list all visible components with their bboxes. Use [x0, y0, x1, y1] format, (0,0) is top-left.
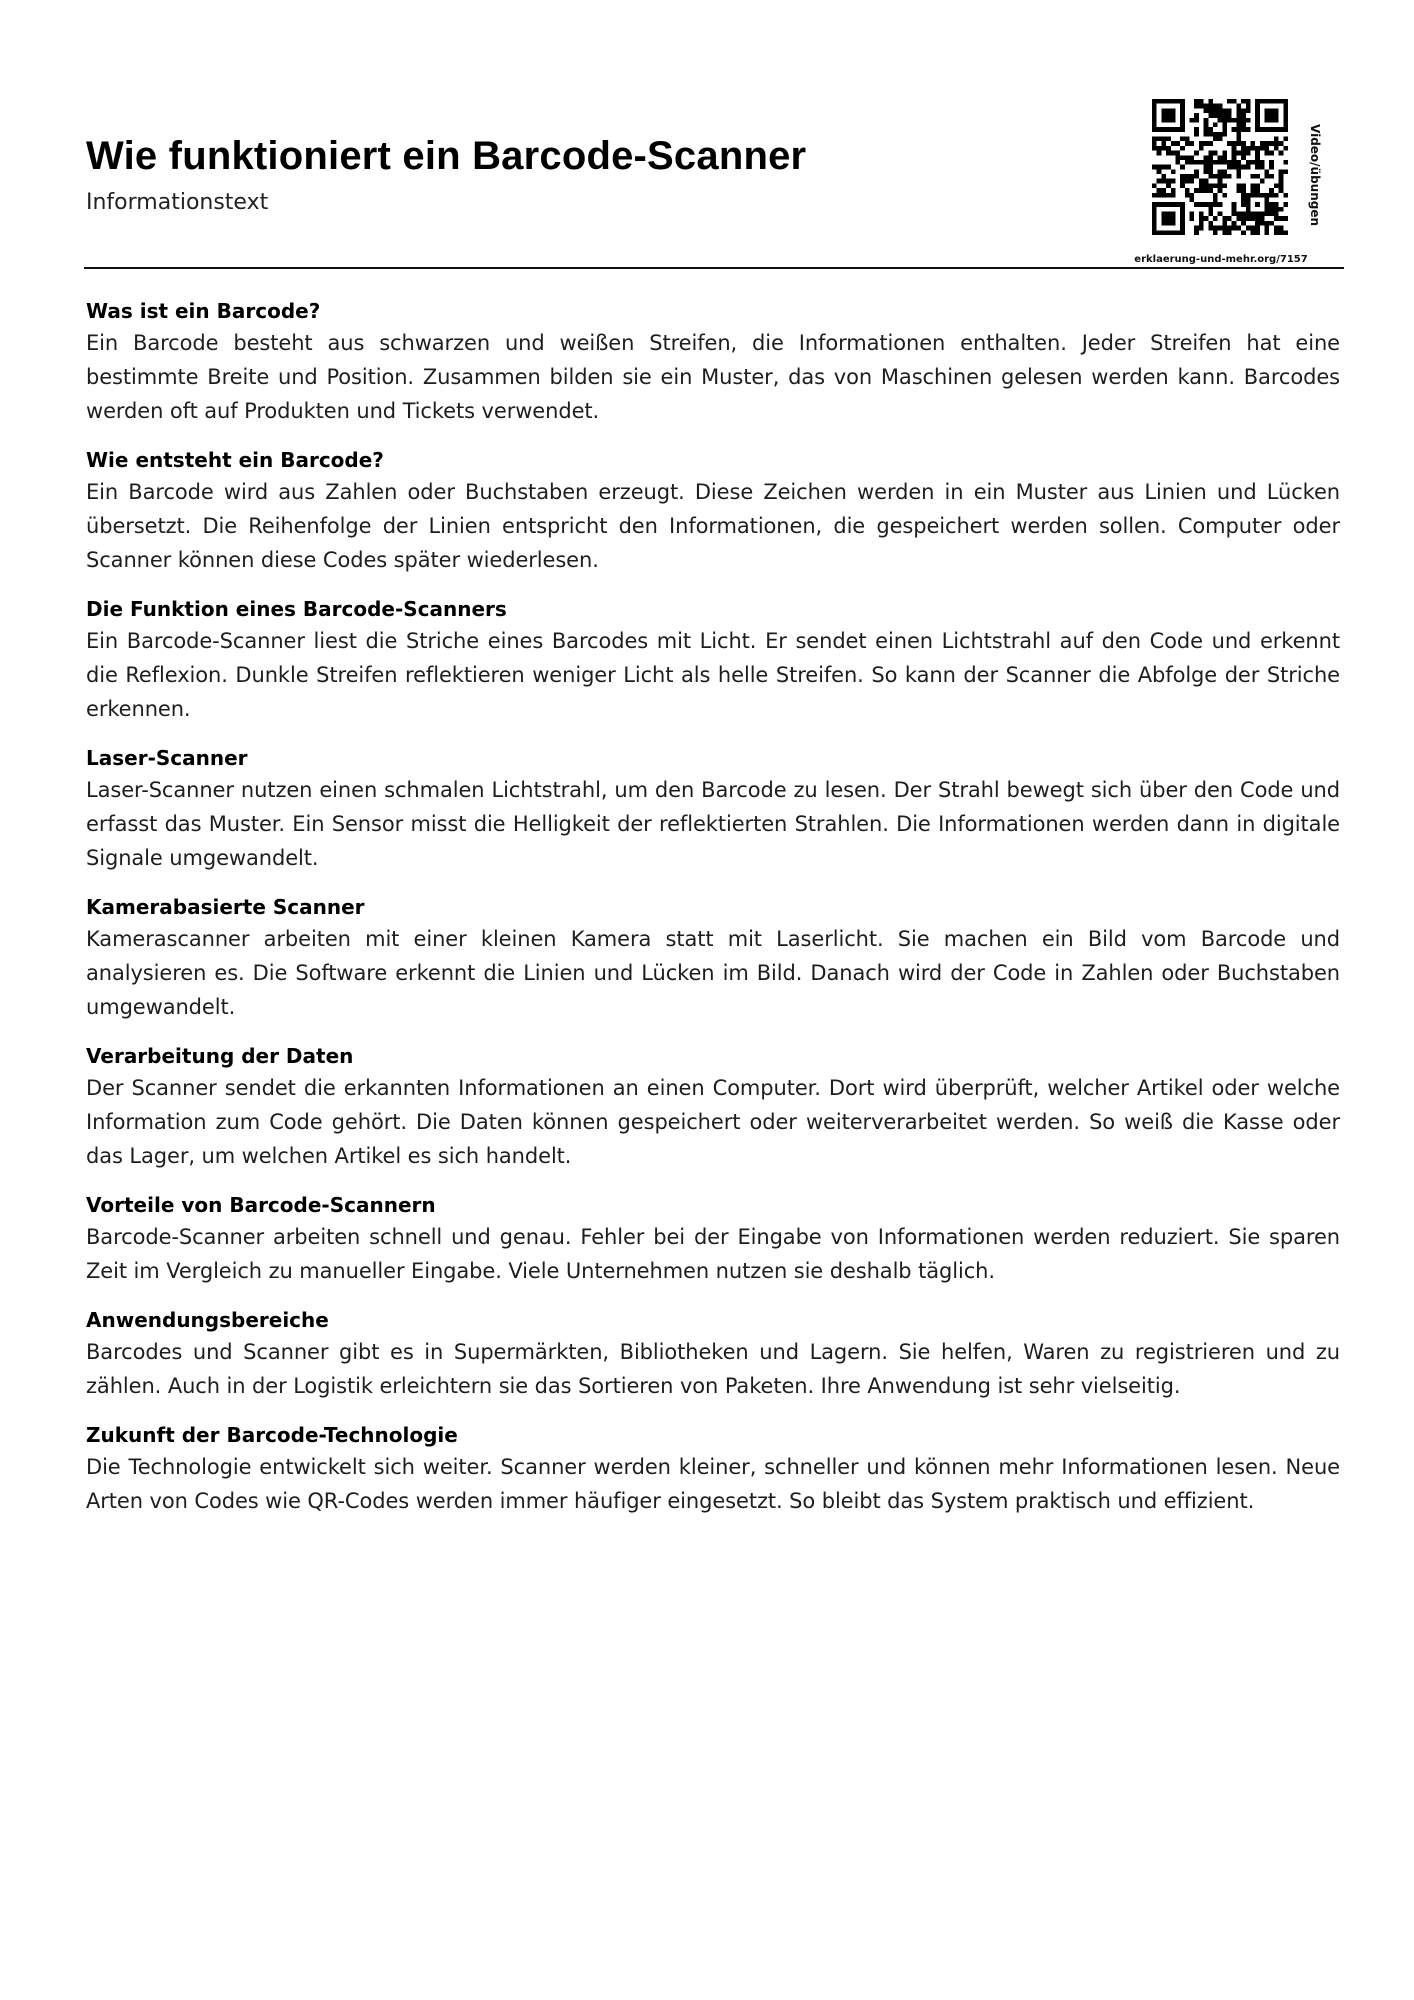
section-text: Ein Barcode besteht aus schwarzen und weißen Streifen, die Informationen enthalten. Jeder Streifen hat eine bestimmte Breite und Position. Zusammen bilden sie ein Muster, das von Maschinen gelesen werden kann. Barcodes werden oft auf Produkten und Tickets verwendet.	[86, 331, 1340, 423]
section-heading: Anwendungsbereiche	[86, 1308, 329, 1332]
section-wie-entsteht-ein-barcode	[86, 445, 1340, 577]
section-heading: Kamerabasierte Scanner	[86, 895, 365, 919]
article-body	[86, 296, 1340, 1535]
section-heading: Wie entsteht ein Barcode?	[86, 448, 384, 472]
source-url[interactable]: erklaerung-und-mehr.org/7157	[1134, 254, 1308, 265]
section-text: Barcodes und Scanner gibt es in Supermärkten, Bibliotheken und Lagern. Sie helfen, Waren zu registrieren und zu zählen. Auch in der Logistik erleichtern sie das Sortieren von Paketen. Ihre Anwendung ist sehr vielseitig.	[86, 1340, 1340, 1398]
section-funktion-scanner	[86, 594, 1340, 726]
qr-code-icon[interactable]	[1152, 98, 1288, 236]
section-text: Kamerascanner arbeiten mit einer kleinen Kamera statt mit Laserlicht. Sie machen ein Bild vom Barcode und analysieren es. Die Software erkennt die Linien und Lücken im Bild. Danach wird der Code in Zahlen oder Buchstaben umgewandelt.	[86, 927, 1340, 1019]
section-verarbeitung-daten	[86, 1041, 1340, 1173]
section-kamerabasierte-scanner	[86, 892, 1340, 1024]
section-heading: Vorteile von Barcode-Scannern	[86, 1193, 436, 1217]
section-text: Laser-Scanner nutzen einen schmalen Lichtstrahl, um den Barcode zu lesen. Der Strahl bewegt sich über den Code und erfasst das Muster. Ein Sensor misst die Helligkeit der reflektierten Strahlen. Die Informationen werden dann in digitale Signale umgewandelt.	[86, 778, 1340, 870]
section-text: Ein Barcode wird aus Zahlen oder Buchstaben erzeugt. Diese Zeichen werden in ein Muster aus Linien und Lücken übersetzt. Die Reihenfolge der Linien entspricht den Informationen, die gespeichert werden sollen. Computer oder Scanner können diese Codes später wiederlesen.	[86, 480, 1340, 572]
section-heading: Zukunft der Barcode-Technologie	[86, 1423, 458, 1447]
header-divider	[84, 267, 1344, 269]
section-heading: Verarbeitung der Daten	[86, 1044, 354, 1068]
page-subtitle: Informationstext	[86, 190, 269, 215]
section-heading: Was ist ein Barcode?	[86, 299, 321, 323]
section-vorteile	[86, 1190, 1340, 1288]
qr-code-graphic	[1152, 98, 1288, 236]
section-text: Ein Barcode-Scanner liest die Striche eines Barcodes mit Licht. Er sendet einen Lichtstrahl auf den Code und erkennt die Reflexion. Dunkle Streifen reflektieren weniger Licht als helle Streifen. So kann der Scanner die Abfolge der Striche erkennen.	[86, 629, 1340, 721]
section-text: Barcode-Scanner arbeiten schnell und genau. Fehler bei der Eingabe von Informationen werden reduziert. Sie sparen Zeit im Vergleich zu manueller Eingabe. Viele Unternehmen nutzen sie deshalb täglich.	[86, 1225, 1340, 1283]
section-was-ist-ein-barcode	[86, 296, 1340, 428]
page-title: Wie funktioniert ein Barcode-Scanner	[86, 134, 807, 178]
section-heading: Die Funktion eines Barcode-Scanners	[86, 597, 507, 621]
section-heading: Laser-Scanner	[86, 746, 248, 770]
section-text: Der Scanner sendet die erkannten Informationen an einen Computer. Dort wird überprüft, welcher Artikel oder welche Information zum Code gehört. Die Daten können gespeichert oder weiterverarbeitet werden. So weiß die Kasse oder das Lager, um welchen Artikel es sich handelt.	[86, 1076, 1340, 1168]
section-laser-scanner	[86, 743, 1340, 875]
video-uebungen-label: Video/übungen	[1308, 124, 1322, 227]
section-text: Die Technologie entwickelt sich weiter. Scanner werden kleiner, schneller und können mehr Informationen lesen. Neue Arten von Codes wie QR-Codes werden immer häufiger eingesetzt. So bleibt das System praktisch und effizient.	[86, 1455, 1340, 1513]
section-anwendungsbereiche	[86, 1305, 1340, 1403]
section-zukunft	[86, 1420, 1340, 1518]
